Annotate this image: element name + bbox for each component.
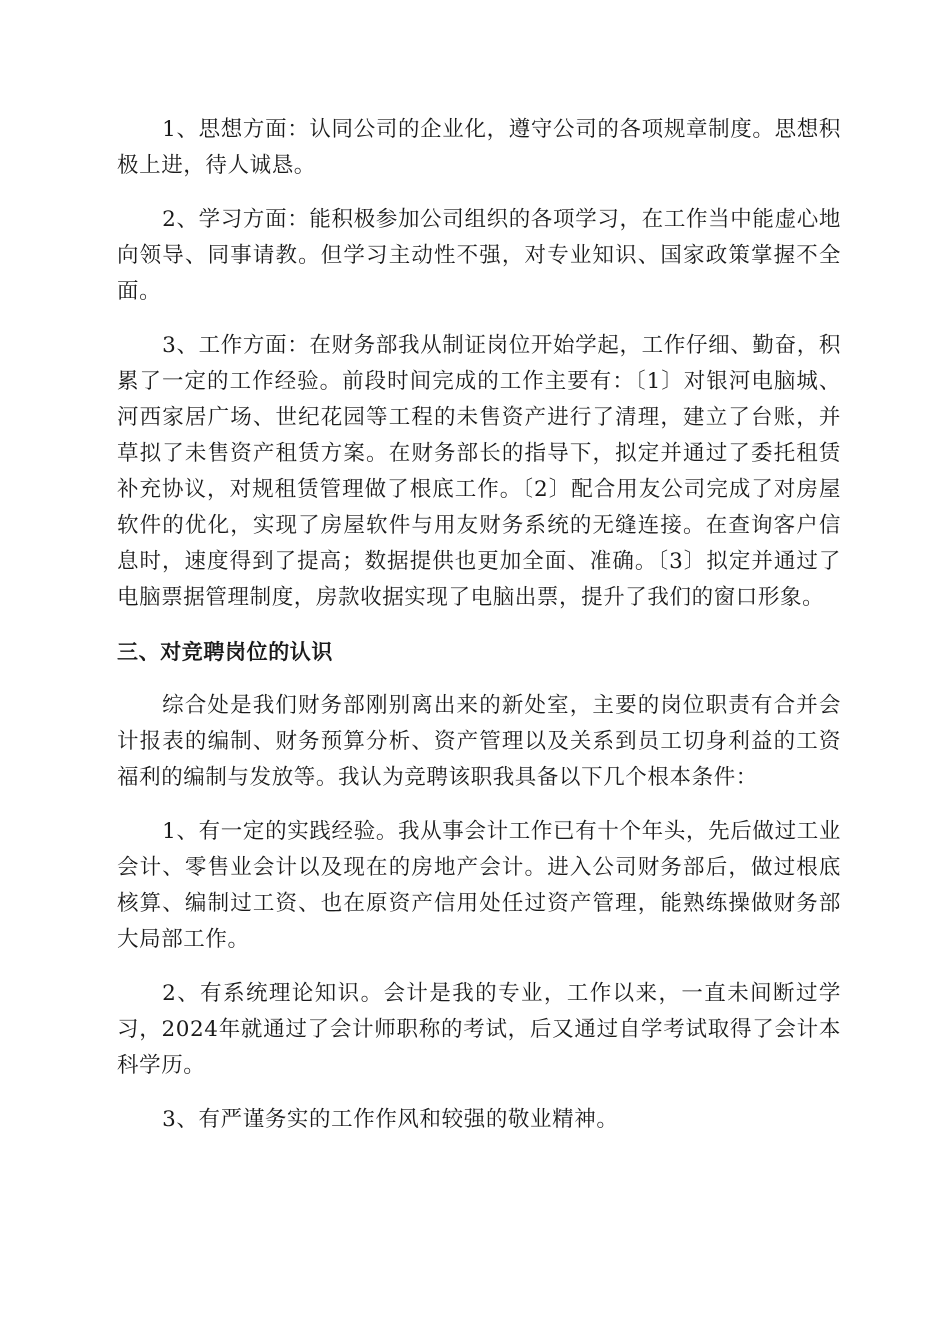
paragraph-work: 3、工作方面：在财务部我从制证岗位开始学起，工作仔细、勤奋，积累了一定的工作经验。前段时间完成的工作主要有：〔1〕对银河电脑城、河西家居广场、世纪花园等工程的未售资产进行了清理，建立了台账，并草拟了未售资产租赁方案。在财务部长的指导下，拟定并通过了委托租赁补充协议，对规租赁管理做了根底工作。〔2〕配合用友公司完成了对房屋软件的优化，实现了房屋软件与用友财务系统的无缝连接。在查询客户信息时，速度得到了提高；数据提供也更加全面、准确。〔3〕拟定并通过了电脑票据管理制度，房款收据实现了电脑出票，提升了我们的窗口形象。: [117, 333, 841, 610]
paragraph-study: 2、学习方面：能积极参加公司组织的各项学习，在工作当中能虚心地向领导、同事请教。但学习主动性不强，对专业知识、国家政策掌握不全面。: [117, 207, 841, 304]
paragraph-ideology: 1、思想方面：认同公司的企业化，遵守公司的各项规章制度。思想积极上进，待人诚恳。: [117, 117, 841, 178]
paragraph-theory: 2、有系统理论知识。会计是我的专业，工作以来，一直未间断过学习，2024年就通过了会计师职称的考试，后又通过自学考试取得了会计本科学历。: [117, 981, 841, 1078]
document-body: [117, 112, 841, 1156]
paragraph-experience: 1、有一定的实践经验。我从事会计工作已有十个年头，先后做过工业会计、零售业会计以及现在的房地产会计。进入公司财务部后，做过根底核算、编制过工资、也在原资产信用处任过资产管理，能熟练操做财务部大局部工作。: [117, 819, 841, 952]
paragraph-position-overview: 综合处是我们财务部刚别离出来的新处室，主要的岗位职责有合并会计报表的编制、财务预算分析、资产管理以及关系到员工切身利益的工资福利的编制与发放等。我认为竞聘该职我具备以下几个根本条件：: [117, 693, 841, 790]
paragraph-work-style: 3、有严谨务实的工作作风和较强的敬业精神。: [162, 1107, 619, 1132]
section-heading: 三、对竞聘岗位的认识: [117, 640, 333, 664]
